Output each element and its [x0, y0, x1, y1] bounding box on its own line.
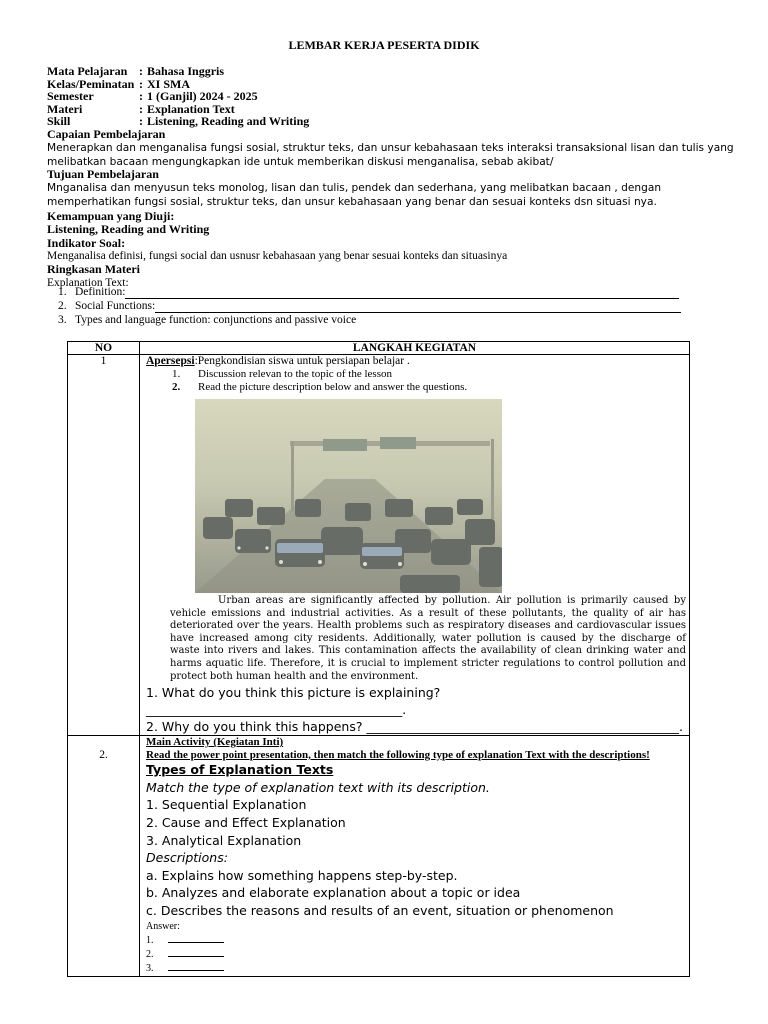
answer-label: Answer: [146, 920, 180, 932]
meta-value: Listening, Reading and Writing [147, 114, 310, 129]
apersepsi-line [146, 355, 689, 368]
answer-line[interactable] [168, 947, 224, 957]
list-item-text: Read the picture description below and answer the questions. [198, 381, 468, 393]
header-no: NO [68, 342, 140, 355]
row-number: 1 [68, 355, 140, 736]
meta-sep: : [139, 76, 143, 91]
list-item [172, 381, 689, 394]
capaian-section [47, 128, 737, 169]
answer-row [146, 947, 689, 961]
row-activity [140, 355, 690, 736]
list-item-label: Social Functions: [75, 300, 156, 313]
meta-label: Kelas/Peminatan [47, 76, 135, 91]
kemampuan-section [47, 210, 737, 290]
list-item [58, 313, 698, 327]
list-item [58, 299, 698, 313]
activity-table [67, 341, 690, 977]
apersepsi-label: Apersepsi [146, 355, 195, 367]
type-item: 1. Sequential Explanation [146, 797, 307, 813]
meta-value: 1 (Ganjil) 2024 - 2025 [147, 89, 258, 104]
answer-row [146, 961, 689, 975]
answer-line[interactable] [168, 961, 224, 971]
ringkasan-heading: Ringkasan Materi [47, 262, 140, 277]
meta-value: Explanation Text [147, 101, 235, 116]
kemampuan-heading: Kemampuan yang Diuji: [47, 209, 175, 223]
answer-line[interactable] [168, 933, 224, 943]
picture-description: Urban areas are significantly affected by pollution. Air pollution is primarily caused by vehicle emissions and industrial activities. As a result of these pollutants, the quality of air has deteriorated over the years. Health problems such as respiratory diseases and cardiovascular issues have increased among city residents. Additionally, water pollution is caused by the discharge of waste into rivers and lakes. This contamination affects the availability of clean drinking water and harms aquatic life. Therefore, it is crucial to implement stricter regulations to control pollution and protect both human health and the environment. [170, 595, 686, 682]
list-item-label: Types and language function: conjunctions and passive voice [75, 314, 357, 327]
answer-number: 3. [146, 962, 154, 974]
tujuan-text: Mnganalisa dan menyusun teks monolog, lisan dan tulis, pendek dan sederhana, yang melibatkan bacaan , dengan memperhatikan fungsi sosial, struktur teks, dan unsur kebahasaan yang benar dan sesuai konteks dsn situasi nya. [47, 182, 662, 209]
meta-label: Mata Pelajaran [47, 64, 128, 78]
meta-sep: : [139, 114, 143, 129]
list-item-text: Discussion relevan to the topic of the lesson [198, 368, 392, 380]
question-1[interactable]: 1. What do you think this picture is explaining? _________________________________________. [146, 685, 441, 718]
answer-number: 1. [146, 934, 154, 946]
row-activity [140, 736, 690, 977]
answer-row [146, 933, 689, 947]
list-item [172, 368, 689, 381]
question-2[interactable]: 2. Why do you think this happens? __________________________________________________. [146, 719, 683, 735]
capaian-heading: Capaian Pembelajaran [47, 127, 166, 141]
meta-row-subject [47, 65, 309, 78]
meta-sep: : [139, 64, 143, 78]
indikator-heading: Indikator Soal: [47, 235, 126, 250]
matching-instruction: Read the power point presentation, then match the following type of explanation Text with the descriptions! [146, 748, 650, 761]
list-item-number: 3. [58, 314, 67, 327]
tujuan-heading: Tujuan Pembelajaran [47, 167, 159, 181]
smog-traffic-photo [195, 399, 502, 593]
answer-number: 2. [146, 948, 154, 960]
main-activity-heading: Main Activity (Kegiatan Inti) [146, 736, 284, 749]
ringkasan-intro: Explanation Text: [47, 276, 129, 289]
list-item-number: 2. [58, 300, 67, 313]
table-row [68, 736, 690, 977]
type-item: 3. Analytical Explanation [146, 832, 302, 848]
meta-row-semester [47, 90, 309, 103]
capaian-text: Menerapkan dan menganalisa fungsi sosial, struktur teks, dan unsur kebahasaan teks interaksi transaksional lisan dan tulis yang melibatkan bacaan mengungkapkan ide untuk memberikan diskusi menganalisa, sebab akibat/ [47, 142, 734, 169]
meta-label: Skill [47, 114, 71, 129]
indikator-text: Menganalisa definisi, fungsi social dan usnusr kebahasaan yang benar sesuai konteks dan situasinya [47, 250, 508, 263]
meta-value: Bahasa Inggris [147, 64, 225, 78]
list-item-label: Definition: [75, 286, 126, 299]
type-item: 2. Cause and Effect Explanation [146, 814, 346, 830]
descriptions-heading: Descriptions: [146, 850, 228, 866]
apersepsi-text: :Pengkondisian siswa untuk persiapan belajar . [194, 355, 410, 367]
meta-label: Materi [47, 101, 83, 116]
meta-value: XI SMA [147, 76, 191, 91]
description-item: a. Explains how something happens step-by-step. [146, 867, 458, 883]
meta-sep: : [139, 89, 143, 104]
list-item [58, 285, 698, 299]
table-row [68, 355, 690, 736]
step-list [172, 368, 689, 394]
smog-traffic-illustration [195, 399, 502, 593]
tujuan-section [47, 168, 737, 209]
meta-info [47, 65, 309, 128]
kemampuan-value: Listening, Reading and Writing [47, 222, 210, 237]
header-activity: LANGKAH KEGIATAN [140, 342, 690, 355]
list-item-number: 1. [172, 368, 181, 380]
list-item-number: 1. [58, 286, 67, 299]
description-item: b. Analyzes and elaborate explanation about a topic or idea [146, 885, 521, 901]
meta-sep: : [139, 101, 143, 116]
meta-label: Semester [47, 89, 94, 104]
definition-answer-line[interactable] [125, 289, 679, 299]
ringkasan-list [58, 285, 698, 327]
types-heading: Types of Explanation Texts [146, 762, 334, 778]
page-title: LEMBAR KERJA PESERTA DIDIK [288, 38, 480, 52]
match-instruction: Match the type of explanation text with its description. [146, 779, 490, 795]
table-header-row [68, 342, 690, 355]
description-item: c. Describes the reasons and results of an event, situation or phenomenon [146, 902, 614, 918]
list-item-number: 2. [172, 381, 181, 393]
social-functions-answer-line[interactable] [155, 303, 681, 313]
row-number: 2. [68, 736, 140, 977]
